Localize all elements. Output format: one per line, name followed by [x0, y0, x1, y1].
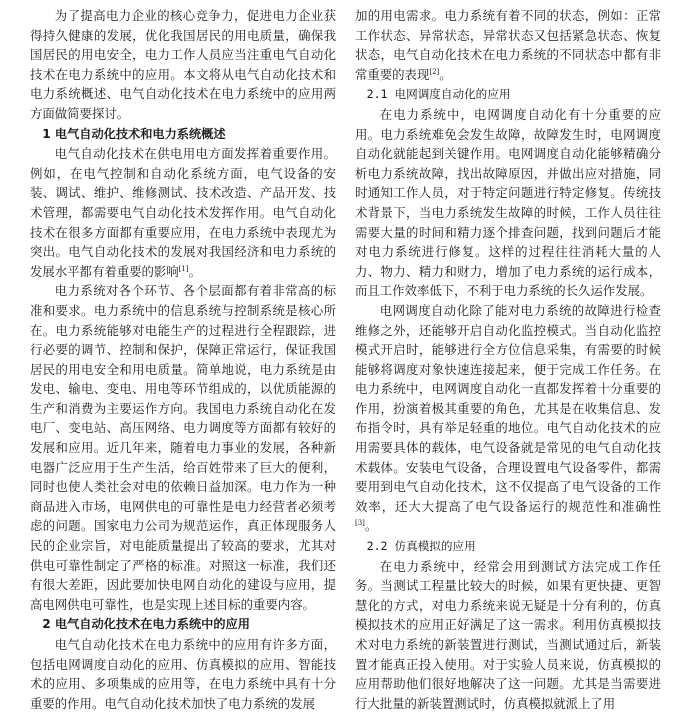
section-1-paragraph-1-text: 电气自动化技术在供电用电方面发挥着重要作用。例如，在电气控制和自动化系统方面，电气设备的安装、调试、维护、维修测试、技术改造、产品开发、技术管理，都需要电气自动化技术发挥作用。电气自动化技术在很多方面都有重要应用，在电力系统中表现尤为突出。电气自动化技术的发展对我国经济和电力系统的发展水平都有着重要的影响: [30, 146, 336, 279]
subsection-2-1-heading: 2.1 电网调度自动化的应用: [366, 87, 511, 102]
right-column: [355, 6, 661, 713]
citation-1: [1]: [178, 264, 189, 273]
section-1-paragraph-2: 电力系统对各个环节、各个层面都有着非常高的标准和要求。电力系统中的信息系统与控制系统是核心所在。电力系统能够对电能生产的过程进行全程跟踪，进行必要的调节、控制和保护，保障正常运行，保证我国居民的用电安全和用电质量。简单地说，电力系统是由发电、输电、变电、用电等环节组成的，以优质能源的生产和消费为主要运作方向。我国电力系统自动化在发电厂、变电站、高压网络、电力调度等方面都有较好的发展和应用。近几年来，随着电力事业的发展，各种新电器广泛应用于生产生活，给百姓带来了巨大的便利，同时也使人类社会对电的依赖日益加深。电力作为一种商品进入市场，电网供电的可靠性是电力经营者必须考虑的问题。国家电力公司为规范运作，真正体现服务人民的企业宗旨，对电能质量提出了较高的要求，尤其对供电可靠性制定了严格的标准。对照这一标准，我们还有很大差距，因此要加快电网自动化的建设与应用，提高电网供电可靠性，也是实现上述目标的重要内容。: [30, 283, 336, 612]
continued-paragraph: [355, 6, 661, 84]
section-2-paragraph-1: 电气自动化技术在电力系统中的应用有许多方面，包括电网调度自动化的应用、仿真模拟的应用、智能技术的应用、多项集成的应用等，在电力系统中具有十分重要的作用。电气自动化技术加快了电力系统的发展: [30, 637, 336, 711]
subsection-2-1-paragraph-2: [355, 301, 661, 536]
subsection-2-2-paragraph-1: 在电力系统中，经常会用到测试方法完成工作任务。当测试工程量比较大的时候，如果有更快捷、更智慧化的方式，对电力系统来说无疑是十分有利的，仿真模拟技术的应用正好满足了这一需求。利用仿真模拟技术对电力系统的新装置进行测试，当测试通过后，新装置才能真正投入使用。对于实验人员来说，仿真模拟的应用帮助他们很好地解决了这一问题。尤其是当需要进行大批量的新装置测试时，仿真模拟就派上了用: [355, 558, 661, 711]
subsection-2-1-paragraph-2-text: 电网调度自动化除了能对电力系统的故障进行检查维修之外，还能够开启自动化监控模式。当自动化监控模式开启时，能够进行全方位信息采集，有需要的时候能够将调度对象快速连接起来，便于完成工作任务。在电力系统中，电网调度自动化一直都发挥着十分重要的作用，扮演着极其重要的角色，尤其是在收集信息、发布指令时，具有举足轻重的地位。电气自动化技术的应用需要具体的载体，电气设备就是常见的电气自动化技术载体。安装电气设备，合理设置电气设备零件，都需要用到电气自动化技术，这不仅提高了电气设备的工作效率，还大大提高了电气设备运行的规范性和准确性: [355, 302, 661, 514]
continued-paragraph-text: 加的用电需求。电力系统有着不同的状态，例如：正常工作状态、异常状态，异常状态又包括紧急状态、恢复状态，电气自动化技术在电力系统的不同状态中都有非常重要的表现: [355, 8, 661, 82]
continued-paragraph-end: 。: [439, 66, 452, 82]
citation-2: [2]: [429, 67, 440, 76]
subsection-2-2-heading: 2.2 仿真模拟的应用: [366, 539, 476, 554]
citation-3: [3]: [355, 519, 365, 528]
section-1-heading: 1 电气自动化技术和电力系统概述: [42, 126, 226, 141]
section-2-heading: 2 电气自动化技术在电力系统中的应用: [42, 617, 250, 632]
intro-paragraph: 为了提高电力企业的核心竞争力，促进电力企业获得持久健康的发展，优化我国居民的用电质量，确保我国居民的用电安全，电力工作人员应当注重电气自动化技术在电力系统中的应用。本文将从电气自动化技术和电力系统概述、电气自动化技术在电力系统中的应用两方面做简要探讨。: [30, 8, 336, 121]
section-1-paragraph-1: [30, 144, 336, 281]
subsection-2-1-paragraph-2-end: 。: [364, 518, 378, 534]
left-column: [30, 6, 336, 713]
section-1-paragraph-1-end: 。: [188, 263, 201, 279]
subsection-2-1-paragraph-1: 在电力系统中，电网调度自动化有十分重要的应用。电力系统难免会发生故障，故障发生时，电网调度自动化就能起到关键作用。电网调度自动化能够精确分析电力系统故障，找出故障原因，并做出应对措施，同时通知工作人员，对于特定问题进行特定修复。传统技术背景下，当电力系统发生故障的时候，工作人员往往需要大量的时间和精力逐个排查问题，找到问题后才能对电力系统进行修复。这样的过程往往消耗大量的人力、物力、精力和财力，增加了电力系统的运行成本，而且工作效率低下，不利于电力系统的长久运作发展。: [355, 106, 661, 299]
